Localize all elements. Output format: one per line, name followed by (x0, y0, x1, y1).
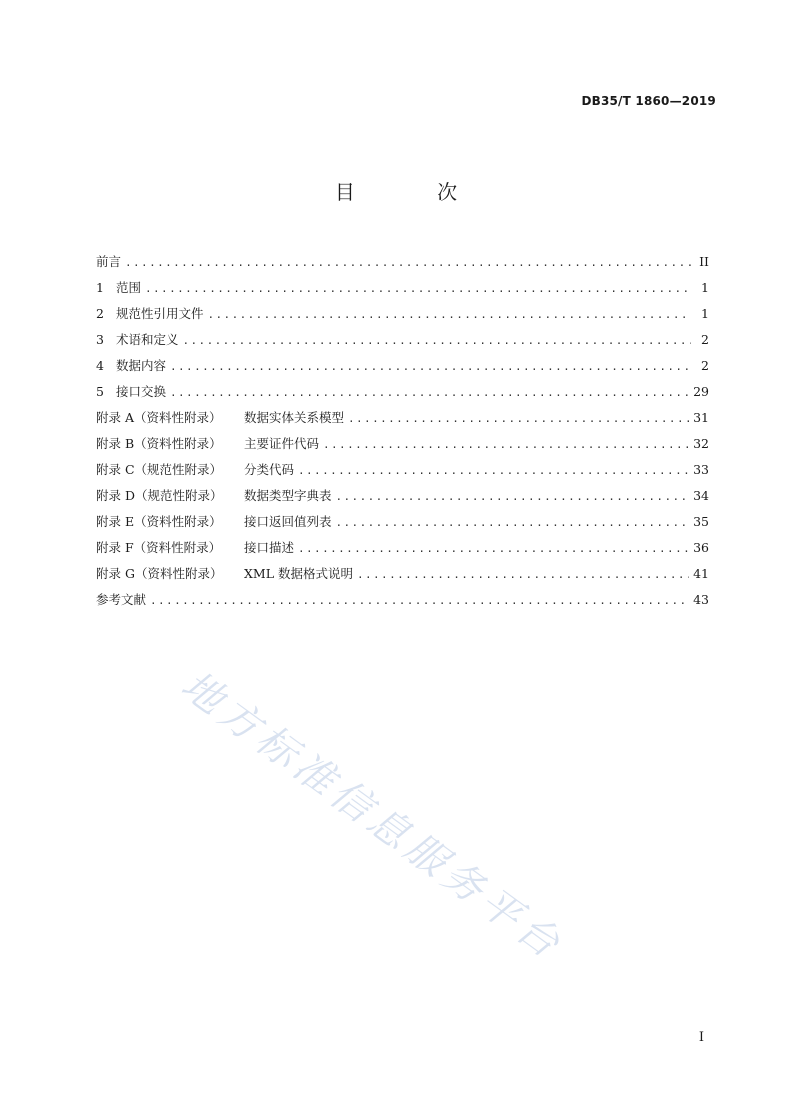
toc-entry-title: 规范性引用文件 (116, 306, 204, 321)
toc-entry[interactable] (96, 561, 709, 587)
toc-entry-appendix-label: 附录 C（规范性附录） (96, 462, 223, 477)
toc-entry[interactable] (96, 275, 709, 301)
toc-entry-title: 分类代码 (244, 462, 295, 477)
toc-dot-leader (145, 276, 691, 301)
toc-entry[interactable] (96, 379, 709, 405)
toc-dot-leader (125, 250, 691, 275)
toc-entry-title: 主要证件代码 (244, 436, 320, 451)
toc-entry-number: 5 (96, 384, 104, 399)
toc-entry-page: 29 (693, 384, 709, 399)
toc-entry-page: 32 (693, 436, 709, 451)
toc-entry[interactable] (96, 301, 709, 327)
toc-dot-leader (357, 562, 689, 587)
toc-dot-leader (348, 406, 689, 431)
toc-entry-title: 数据类型字典表 (244, 488, 332, 503)
toc-dot-leader (298, 536, 689, 561)
toc-dot-leader (298, 458, 689, 483)
toc-entry-page: 35 (693, 514, 709, 529)
toc-entry[interactable] (96, 535, 709, 561)
toc-entry-page: II (699, 254, 709, 269)
toc-entry-title: 数据内容 (116, 358, 167, 373)
toc-entry-title: 接口描述 (244, 540, 295, 555)
toc-entry[interactable] (96, 327, 709, 353)
page-number: I (698, 1030, 704, 1045)
toc-dot-leader (170, 380, 689, 405)
toc-entry-page: 36 (693, 540, 709, 555)
toc-entry-title: 接口交换 (116, 384, 167, 399)
toc-entry-number: 3 (96, 332, 104, 347)
toc-entry-number: 1 (96, 280, 104, 295)
toc-dot-leader (183, 328, 691, 353)
toc-dot-leader (170, 354, 691, 379)
toc-entry-appendix-label: 附录 A（资料性附录） (96, 410, 222, 425)
toc-entry[interactable] (96, 587, 709, 613)
toc-entry-title: XML 数据格式说明 (244, 566, 353, 581)
toc-entry[interactable] (96, 457, 709, 483)
watermark: 地方标准信息服务平台 (172, 662, 572, 970)
toc-entry-title: 术语和定义 (116, 332, 179, 347)
toc-entry-appendix-label: 附录 G（资料性附录） (96, 566, 223, 581)
toc-entry[interactable] (96, 483, 709, 509)
toc-entry-page: 2 (701, 332, 709, 347)
toc-dot-leader (150, 588, 689, 613)
toc-entry-page: 31 (693, 410, 709, 425)
toc-entry[interactable] (96, 405, 709, 431)
toc-entry-page: 41 (693, 566, 709, 581)
toc-entry-page: 34 (693, 488, 709, 503)
toc-entry-number: 2 (96, 306, 104, 321)
document-code: DB35/T 1860—2019 (581, 94, 716, 108)
toc-dot-leader (336, 484, 690, 509)
toc-entry-appendix-label: 附录 D（规范性附录） (96, 488, 223, 503)
toc-entry-appendix-label: 附录 E（资料性附录） (96, 514, 222, 529)
toc-entry-title: 数据实体关系模型 (244, 410, 345, 425)
toc-entry[interactable] (96, 431, 709, 457)
toc-entry[interactable] (96, 509, 709, 535)
toc-entry-title: 接口返回值列表 (244, 514, 332, 529)
toc-entry-page: 1 (701, 306, 709, 321)
toc-entry-title: 范围 (116, 280, 142, 295)
toc-entry-page: 33 (693, 462, 709, 477)
toc-entry-page: 2 (701, 358, 709, 373)
toc-dot-leader (336, 510, 690, 535)
toc-entry-page: 43 (693, 592, 709, 607)
table-of-contents (96, 249, 709, 613)
toc-entry-page: 1 (701, 280, 709, 295)
toc-heading: 目 次 (334, 180, 496, 204)
toc-entry[interactable] (96, 353, 709, 379)
toc-entry-appendix-label: 附录 B（资料性附录） (96, 436, 222, 451)
toc-entry-appendix-label: 附录 F（资料性附录） (96, 540, 222, 555)
toc-entry-number: 4 (96, 358, 104, 373)
toc-dot-leader (323, 432, 689, 457)
toc-entry[interactable] (96, 249, 709, 275)
toc-dot-leader (208, 302, 691, 327)
toc-entry-title: 参考文献 (96, 592, 147, 607)
toc-entry-title: 前言 (96, 254, 122, 269)
